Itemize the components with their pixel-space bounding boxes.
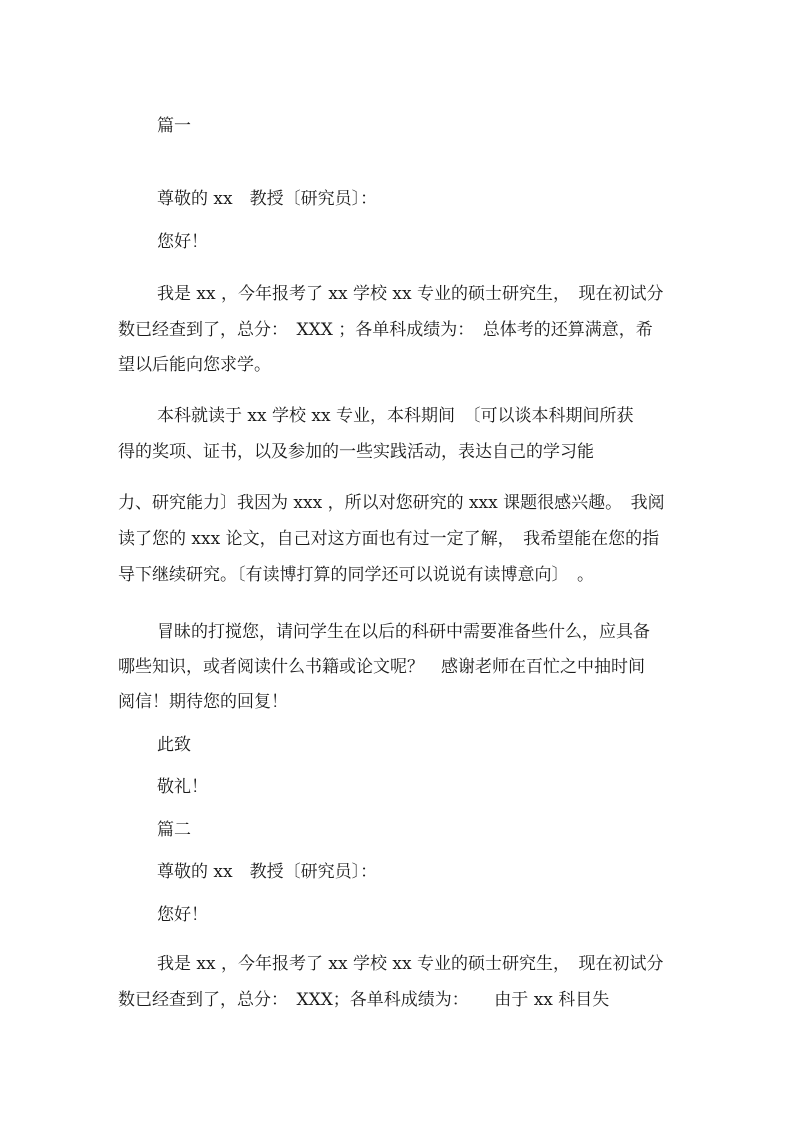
closing-line: 此致	[157, 735, 191, 755]
paragraph-line: 得的奖项、证书，以及参加的一些实践活动，表达自己的学习能	[118, 442, 594, 462]
paragraph-line: 力、研究能力〕我因为 xxx ，所以对您研究的 xxx 课题很感兴趣。 我阅	[118, 493, 665, 513]
paragraph-line: 读了您的 xxx 论文，自己对这方面也有过一定了解， 我希望能在您的指	[118, 529, 660, 549]
paragraph-line: 哪些知识，或者阅读什么书籍或论文呢？ 感谢老师在百忙之中抽时间	[118, 657, 645, 677]
paragraph-line: 我是 xx ，今年报考了 xx 学校 xx 专业的硕士研究生， 现在初试分	[157, 284, 664, 304]
greeting: 您好！	[157, 232, 208, 252]
heading-part-two: 篇二	[157, 820, 191, 840]
salutation: 尊敬的 xx 教授〔研究员〕：	[157, 862, 378, 882]
closing-line: 敬礼！	[157, 777, 208, 797]
paragraph-line: 阅信！期待您的回复！	[118, 692, 288, 712]
heading-part-one: 篇一	[157, 116, 191, 136]
paragraph-line: 望以后能向您求学。	[118, 355, 271, 375]
paragraph-line: 本科就读于 xx 学校 xx 专业，本科期间 〔可以谈本科期间所获	[157, 406, 634, 426]
greeting: 您好！	[157, 905, 208, 925]
paragraph-line: 数已经查到了，总分： XXX ；各单科成绩为： 总体考的还算满意，希	[118, 320, 653, 340]
paragraph-line: 我是 xx ，今年报考了 xx 学校 xx 专业的硕士研究生， 现在初试分	[157, 954, 664, 974]
paragraph-line: 数已经查到了，总分： XXX；各单科成绩为： 由于 xx 科目失	[118, 990, 610, 1010]
salutation: 尊敬的 xx 教授〔研究员〕：	[157, 189, 378, 209]
paragraph-line: 导下继续研究。〔有读博打算的同学还可以说说有读博意向〕 。	[118, 565, 594, 585]
paragraph-line: 冒昧的打搅您，请问学生在以后的科研中需要准备些什么，应具备	[157, 622, 650, 642]
